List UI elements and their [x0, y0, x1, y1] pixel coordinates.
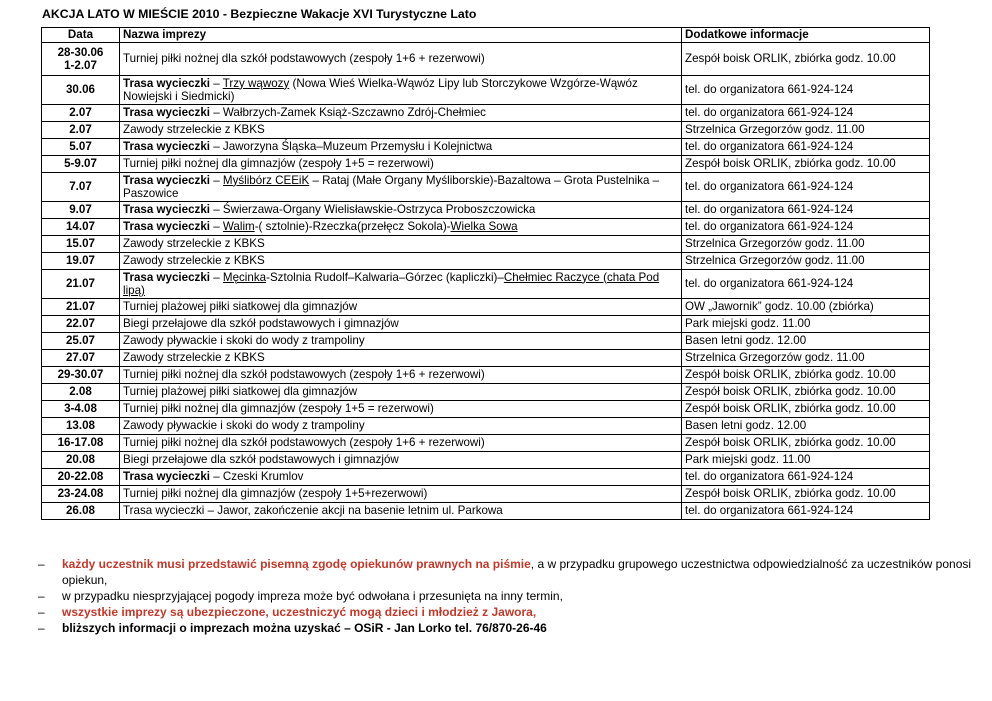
event-date: [42, 122, 120, 139]
event-name-text: Turniej piłki nożnej dla gimnazjów (zespoły 1+5 = rezerwowi): [123, 402, 434, 416]
event-name: [120, 435, 682, 452]
table-row: [42, 367, 930, 384]
event-date-part: 20-22.08: [57, 470, 104, 484]
table-row: [42, 469, 930, 486]
event-type-label: Trasa wycieczki: [123, 220, 211, 234]
event-date: [42, 236, 120, 253]
table-row: [42, 452, 930, 469]
event-name: [120, 139, 682, 156]
schedule-table: [41, 27, 930, 520]
event-date: [42, 76, 120, 105]
event-name: [120, 452, 682, 469]
event-name: [120, 384, 682, 401]
event-name: [120, 219, 682, 236]
event-date: [42, 452, 120, 469]
event-info: tel. do organizatora 661-924-124: [682, 202, 930, 219]
event-date: [42, 299, 120, 316]
column-header-date: Data: [42, 28, 120, 43]
event-name: [120, 418, 682, 435]
event-name-text: Turniej piłki nożnej dla szkół podstawowych (zespoły 1+6 + rezerwowi): [123, 52, 485, 66]
event-name: [120, 253, 682, 270]
event-name-text: –: [210, 270, 223, 284]
note-item: [38, 588, 978, 604]
event-name: [120, 43, 682, 76]
table-row: [42, 486, 930, 503]
event-name-text: Turniej piłki nożnej dla gimnazjów (zespoły 1+5 = rezerwowi): [123, 157, 434, 171]
event-name-text: Biegi przełajowe dla szkół podstawowych i gimnazjów: [123, 453, 399, 467]
event-info: tel. do organizatora 661-924-124: [682, 270, 930, 299]
table-row: [42, 435, 930, 452]
event-info: Zespół boisk ORLIK, zbiórka godz. 10.00: [682, 367, 930, 384]
event-name-text: –: [210, 173, 223, 187]
event-date: [42, 435, 120, 452]
event-name: [120, 270, 682, 299]
event-place-link-text: Męcinka: [222, 270, 267, 284]
event-name: [120, 173, 682, 202]
table-row: [42, 76, 930, 105]
event-name-text: – Jaworzyna Śląska–Muzeum Przemysłu i Kolejnictwa: [210, 140, 493, 154]
column-header-event: Nazwa imprezy: [120, 28, 682, 43]
event-name-text: Zawody strzeleckie z KBKS: [123, 123, 265, 137]
event-name-text: –: [210, 76, 223, 90]
event-info: tel. do organizatora 661-924-124: [682, 469, 930, 486]
event-date-part: 7.07: [69, 180, 92, 194]
event-info: Zespół boisk ORLIK, zbiórka godz. 10.00: [682, 435, 930, 452]
event-info: Strzelnica Grzegorzów godz. 11.00: [682, 122, 930, 139]
event-date: [42, 333, 120, 350]
notes-list: [38, 556, 978, 636]
table-row: [42, 333, 930, 350]
event-date-part: 2.07: [69, 123, 92, 137]
event-type-label: Trasa wycieczki: [123, 106, 211, 120]
event-name: [120, 401, 682, 418]
event-date-part: 25.07: [65, 334, 95, 348]
event-date: [42, 139, 120, 156]
event-place-link-text: Myślibórz CEEiK: [222, 173, 310, 187]
note-text: bliższych informacji o imprezach można uzyskać – OSiR - Jan Lorko tel. 76/870-26-46: [62, 621, 547, 635]
event-name-text: Zawody pływackie i skoki do wody z trampoliny: [123, 419, 365, 433]
event-name-text: Biegi przełajowe dla szkół podstawowych i gimnazjów: [123, 317, 399, 331]
event-date: [42, 469, 120, 486]
event-date: [42, 105, 120, 122]
note-text: , a w przypadku grupowego uczestnictwa odpowiedzialność za uczestników ponosi opiekun,: [62, 557, 972, 587]
table-row: [42, 122, 930, 139]
note-text: w przypadku niesprzyjającej pogody impreza może być odwołana i przesunięta na inny termin,: [62, 589, 563, 603]
event-date-part: 5.07: [69, 140, 92, 154]
event-date: [42, 401, 120, 418]
event-name: [120, 299, 682, 316]
table-row: [42, 253, 930, 270]
event-name-text: (Nowa Wieś Wielka-Wąwóz Lipy lub Storczykowe Wzgórze-Wąwóz Nowiejski i Siedmicki): [123, 76, 638, 103]
event-date: [42, 270, 120, 299]
event-type-label: Trasa wycieczki: [123, 270, 211, 284]
event-date: [42, 253, 120, 270]
event-name-text: Zawody strzeleckie z KBKS: [123, 351, 265, 365]
event-type-label: Trasa wycieczki: [123, 140, 211, 154]
event-info: Zespół boisk ORLIK, zbiórka godz. 10.00: [682, 156, 930, 173]
event-info: tel. do organizatora 661-924-124: [682, 219, 930, 236]
event-date: [42, 367, 120, 384]
event-info: Strzelnica Grzegorzów godz. 11.00: [682, 350, 930, 367]
note-text: każdy uczestnik musi przedstawić pisemną zgodę opiekunów prawnych na piśmie: [62, 557, 531, 571]
event-name: [120, 202, 682, 219]
event-name: [120, 105, 682, 122]
event-date-part: 27.07: [65, 351, 95, 365]
event-name: [120, 350, 682, 367]
schedule-body: [42, 43, 930, 520]
event-info: tel. do organizatora 661-924-124: [682, 173, 930, 202]
note-item: [38, 620, 978, 636]
event-info: Park miejski godz. 11.00: [682, 316, 930, 333]
table-row: [42, 139, 930, 156]
event-name: [120, 503, 682, 520]
table-row: [42, 236, 930, 253]
event-info: Strzelnica Grzegorzów godz. 11.00: [682, 253, 930, 270]
event-date-part: 14.07: [65, 220, 95, 234]
event-name: [120, 156, 682, 173]
table-row: [42, 418, 930, 435]
event-name-text: Turniej piłki nożnej dla gimnazjów (zespoły 1+5+rezerwowi): [123, 487, 428, 501]
table-row: [42, 503, 930, 520]
event-info: Zespół boisk ORLIK, zbiórka godz. 10.00: [682, 43, 930, 76]
event-date-part: 15.07: [65, 237, 95, 251]
event-date-part: 2.08: [69, 385, 92, 399]
note-item: [38, 556, 978, 588]
event-date-part: 21.07: [65, 277, 95, 291]
event-date-part: 21.07: [65, 300, 95, 314]
event-info: Strzelnica Grzegorzów godz. 11.00: [682, 236, 930, 253]
event-name-text: -( sztolnie)-Rzeczka(przełęcz Sokola)-: [254, 220, 451, 234]
event-info: Basen letni godz. 12.00: [682, 418, 930, 435]
event-date: [42, 173, 120, 202]
event-date: [42, 316, 120, 333]
event-date: [42, 384, 120, 401]
table-row: [42, 384, 930, 401]
table-row: [42, 316, 930, 333]
event-date: [42, 43, 120, 76]
event-type-label: Trasa wycieczki: [123, 203, 211, 217]
table-row: [42, 156, 930, 173]
event-name-text: Turniej plażowej piłki siatkowej dla gimnazjów: [123, 300, 358, 314]
note-item: [38, 604, 978, 620]
event-info: Park miejski godz. 11.00: [682, 452, 930, 469]
event-name: [120, 486, 682, 503]
table-row: [42, 173, 930, 202]
event-place-link-text: Chełmiec Raczyce (chata Pod lipą): [123, 270, 660, 297]
event-info: Zespół boisk ORLIK, zbiórka godz. 10.00: [682, 384, 930, 401]
event-date-part: 26.08: [65, 504, 95, 518]
event-info: Basen letni godz. 12.00: [682, 333, 930, 350]
event-date-part: 16-17.08: [57, 436, 104, 450]
event-info: tel. do organizatora 661-924-124: [682, 139, 930, 156]
event-date-part: 9.07: [69, 203, 92, 217]
event-name-text: Zawody strzeleckie z KBKS: [123, 237, 265, 251]
event-date: [42, 350, 120, 367]
event-name-text: -Sztolnia Rudolf–Kalwaria–Górzec (kapliczki)–: [266, 270, 504, 284]
event-date: [42, 202, 120, 219]
event-date-part: 28-30.06: [57, 45, 104, 59]
event-date: [42, 418, 120, 435]
table-row: [42, 270, 930, 299]
event-name-text: Turniej piłki nożnej dla szkół podstawowych (zespoły 1+6 + rezerwowi): [123, 368, 485, 382]
event-name: [120, 236, 682, 253]
table-row: [42, 350, 930, 367]
event-name: [120, 76, 682, 105]
event-name-text: – Czeski Krumlov: [210, 470, 304, 484]
event-date: [42, 219, 120, 236]
table-row: [42, 219, 930, 236]
event-date-part: 29-30.07: [57, 368, 104, 382]
event-info: tel. do organizatora 661-924-124: [682, 76, 930, 105]
event-place-link-text: Walim: [222, 220, 255, 234]
event-date-part: 3-4.08: [64, 402, 97, 416]
event-name-text: – Rataj (Małe Organy Myśliborskie)-Bazaltowa – Grota Pustelnika – Paszowice: [123, 173, 660, 200]
note-bullet: –: [38, 557, 45, 571]
event-date-part: 2.07: [69, 106, 92, 120]
event-name-text: – Świerzawa-Organy Wielisławskie-Ostrzyca Proboszczowicka: [210, 203, 536, 217]
event-type-label: Trasa wycieczki: [123, 173, 211, 187]
note-text: wszystkie imprezy są ubezpieczone, uczestniczyć mogą dzieci i młodzież z Jawora,: [62, 605, 537, 619]
event-info: Zespół boisk ORLIK, zbiórka godz. 10.00: [682, 401, 930, 418]
event-date-part: 5-9.07: [64, 157, 97, 171]
event-info: tel. do organizatora 661-924-124: [682, 105, 930, 122]
event-name-text: Turniej plażowej piłki siatkowej dla gimnazjów: [123, 385, 358, 399]
event-name-text: Turniej piłki nożnej dla szkół podstawowych (zespoły 1+6 + rezerwowi): [123, 436, 485, 450]
event-date-part: 23-24.08: [57, 487, 104, 501]
note-bullet: –: [38, 605, 45, 619]
column-header-info: Dodatkowe informacje: [682, 28, 930, 43]
event-name-text: –: [210, 220, 223, 234]
table-row: [42, 105, 930, 122]
event-date-part: 22.07: [65, 317, 95, 331]
note-bullet: –: [38, 589, 45, 603]
event-place-link-text: Wielka Sowa: [450, 220, 518, 234]
table-row: [42, 401, 930, 418]
event-date-part: 19.07: [65, 254, 95, 268]
event-name: [120, 469, 682, 486]
table-header-row: [42, 28, 930, 43]
note-bullet: –: [38, 621, 45, 635]
document-title: AKCJA LATO W MIEŚCIE 2010 - Bezpieczne Wakacje XVI Turystyczne Lato: [42, 7, 477, 21]
event-name: [120, 333, 682, 350]
table-row: [42, 202, 930, 219]
event-date: [42, 156, 120, 173]
event-info: tel. do organizatora 661-924-124: [682, 503, 930, 520]
event-name-text: – Wałbrzych-Zamek Książ-Szczawno Zdrój-Chełmiec: [210, 106, 486, 120]
event-type-label: Trasa wycieczki: [123, 470, 211, 484]
table-row: [42, 43, 930, 76]
event-name: [120, 316, 682, 333]
event-type-label: Trasa wycieczki: [123, 76, 211, 90]
event-place-link-text: Trzy wąwozy: [222, 76, 290, 90]
event-name-text: Zawody strzeleckie z KBKS: [123, 254, 265, 268]
event-name: [120, 122, 682, 139]
event-date-part: 1-2.07: [64, 59, 97, 72]
event-name: [120, 367, 682, 384]
event-name-text: Trasa wycieczki – Jawor, zakończenie akcji na basenie letnim ul. Parkowa: [123, 504, 503, 518]
event-date: [42, 486, 120, 503]
event-date: [42, 503, 120, 520]
event-info: OW „Jawornik” godz. 10.00 (zbiórka): [682, 299, 930, 316]
event-info: Zespół boisk ORLIK, zbiórka godz. 10.00: [682, 486, 930, 503]
event-date-part: 20.08: [65, 453, 95, 467]
event-name-text: Zawody pływackie i skoki do wody z trampoliny: [123, 334, 365, 348]
event-date-part: 13.08: [65, 419, 95, 433]
event-date-part: 30.06: [65, 83, 95, 97]
table-row: [42, 299, 930, 316]
